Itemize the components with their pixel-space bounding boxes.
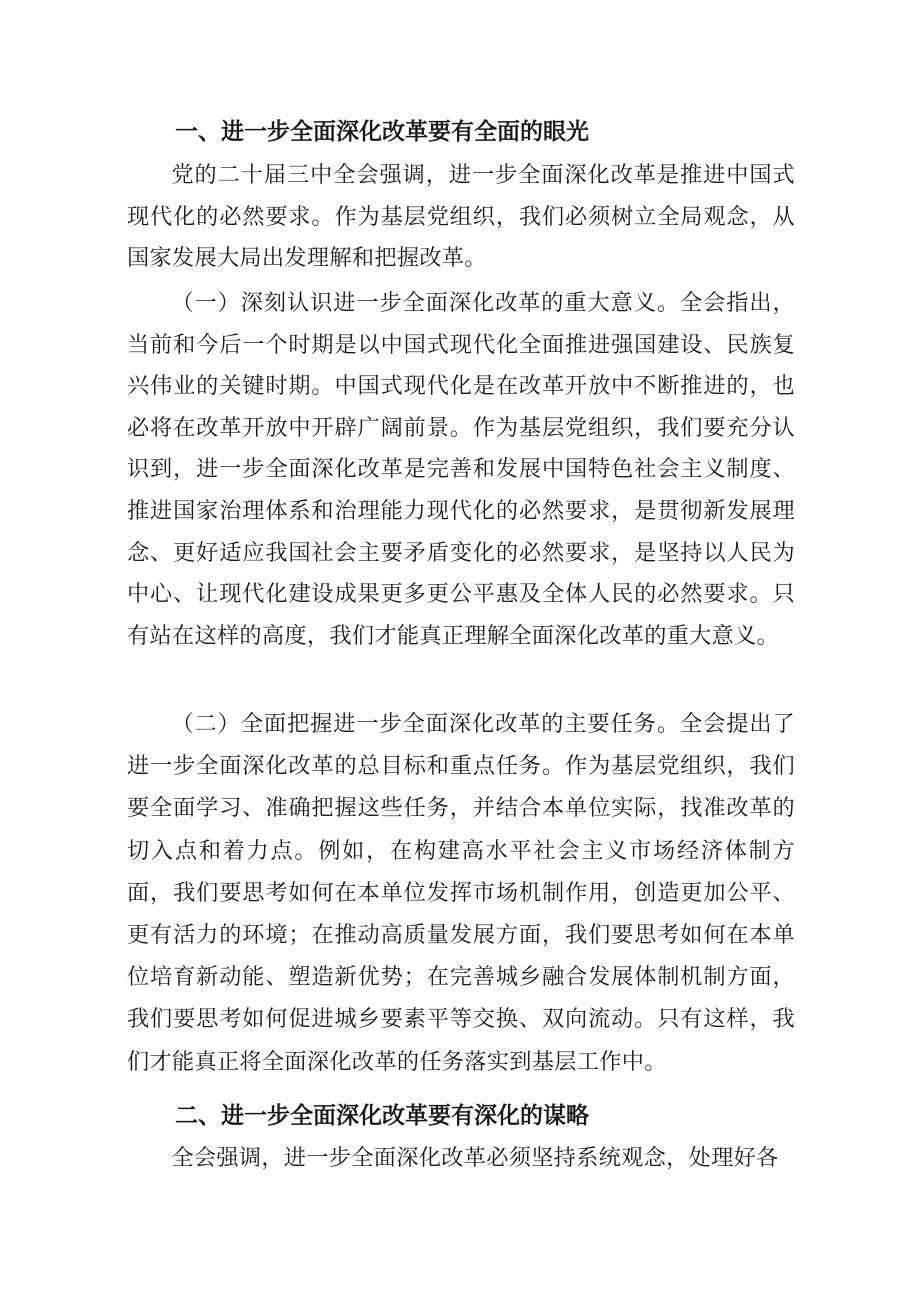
section-1-heading: 一、进一步全面深化改革要有全面的眼光	[175, 119, 589, 145]
section-1-point-1-paragraph: （一）深刻认识进一步全面深化改革的重大意义。全会指出，当前和今后一个时期是以中国式现代化全面推进强国建设、民族复兴伟业的关键时期。中国式现代化是在改革开放中不断推进的，也必将在改革开放中开辟广阔前景。作为基层党组织，我们要充分认识到，进一步全面深化改革是完善和发展中国特色社会主义制度、推进国家治理体系和治理能力现代化的必然要求，是贯彻新发展理念、更好适应我国社会主要矛盾变化的必然要求，是坚持以人民为中心、让现代化建设成果更多更公平惠及全体人民的必然要求。只有站在这样的高度，我们才能真正理解全面深化改革的重大意义。	[127, 290, 795, 649]
section-1-point-2-paragraph: （二）全面把握进一步全面深化改革的主要任务。全会提出了进一步全面深化改革的总目标和重点任务。作为基层党组织，我们要全面学习、准确把握这些任务，并结合本单位实际，找准改革的切入点和着力点。例如，在构建高水平社会主义市场经济体制方面，我们要思考如何在本单位发挥市场机制作用，创造更加公平、更有活力的环境；在推动高质量发展方面，我们要思考如何在本单位培育新动能、塑造新优势；在完善城乡融合发展体制机制方面，我们要思考如何促进城乡要素平等交换、双向流动。只有这样，我们才能真正将全面深化改革的任务落实到基层工作中。	[127, 711, 795, 1075]
section-1-intro-paragraph: 党的二十届三中全会强调，进一步全面深化改革是推进中国式现代化的必然要求。作为基层党组织，我们必须树立全局观念，从国家发展大局出发理解和把握改革。	[127, 162, 795, 272]
section-2-heading: 二、进一步全面深化改革要有深化的谋略	[175, 1103, 589, 1129]
section-2-intro-paragraph: 全会强调，进一步全面深化改革必须坚持系统观念，处理好各	[171, 1145, 779, 1171]
